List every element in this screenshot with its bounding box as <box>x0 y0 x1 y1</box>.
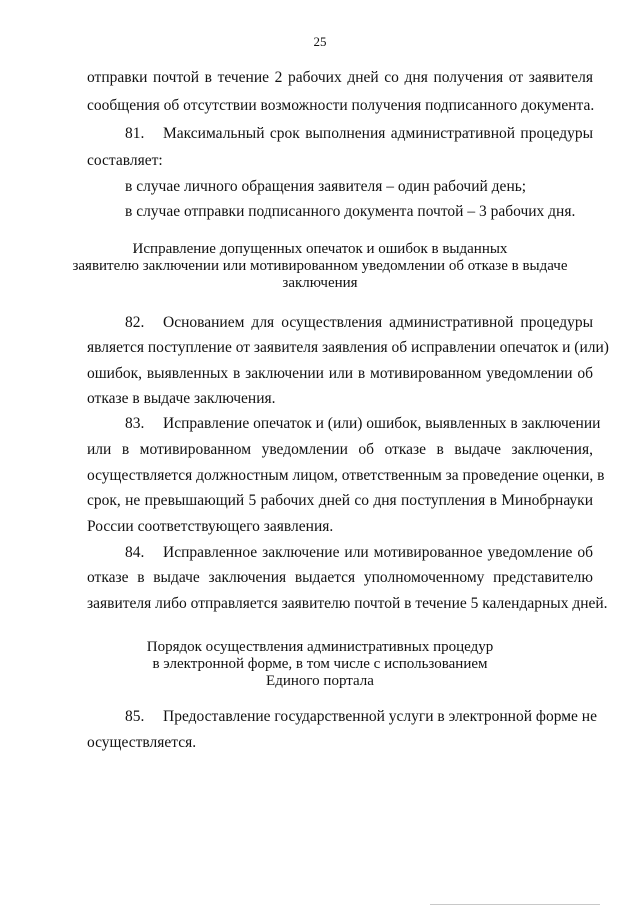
text-line: Основанием для осуществления административной процедуры <box>163 314 593 331</box>
text-line: отправки почтой в течение 2 рабочих дней со дня получения от заявителя <box>87 69 593 86</box>
section-heading-line: Порядок осуществления административных процедур <box>146 639 494 655</box>
paragraph-number: 83. <box>125 415 145 432</box>
paragraph-number: 85. <box>125 708 145 725</box>
text-line: Предоставление государственной услуги в электронной форме не <box>163 708 597 725</box>
text-line: сообщения об отсутствии возможности получения подписанного документа. <box>87 97 595 114</box>
paragraph-82-first-line <box>125 313 593 333</box>
text-line: Исправленное заключение или мотивированное уведомление об <box>163 544 593 561</box>
paragraph-84-first-line <box>125 543 593 563</box>
text-line: осуществляется должностным лицом, ответственным за проведение оценки, в <box>87 467 605 484</box>
section-heading-line: заключения <box>282 275 358 291</box>
page-number: 25 <box>313 34 327 49</box>
paragraph-number: 82. <box>125 314 145 331</box>
text-line: в случае отправки подписанного документа почтой – 3 рабочих дня. <box>125 203 576 220</box>
section-heading-line: Единого портала <box>266 673 374 689</box>
text-line: отказе в выдаче заключения выдается уполномоченному представителю <box>87 569 593 586</box>
paragraph-number: 81. <box>125 125 145 142</box>
text-line: срок, не превышающий 5 рабочих дней со дня поступления в Минобрнауки <box>87 492 593 509</box>
text-line: заявителя либо отправляется заявителю почтой в течение 5 календарных дней. <box>87 595 608 612</box>
text-line: Исправление опечаток и (или) ошибок, выявленных в заключении <box>163 415 601 432</box>
text-line: составляет: <box>87 152 163 169</box>
paragraph-81-first-line <box>125 124 593 144</box>
section-heading-line: в электронной форме, в том числе с использованием <box>152 656 488 672</box>
section-heading-line: Исправление допущенных опечаток и ошибок в выданных <box>132 241 508 257</box>
text-line: или в мотивированном уведомлении об отказе в выдаче заключения, <box>87 441 593 458</box>
section-heading-line: заявителю заключении или мотивированном уведомлении об отказе в выдаче <box>72 258 568 274</box>
text-line: России соответствующего заявления. <box>87 518 334 535</box>
text-line: в случае личного обращения заявителя – один рабочий день; <box>125 178 527 195</box>
paragraph-85-first-line <box>125 707 597 727</box>
text-line: осуществляется. <box>87 734 197 751</box>
text-line: является поступление от заявителя заявления об исправлении опечаток и (или) <box>87 339 609 356</box>
text-line: Максимальный срок выполнения административной процедуры <box>163 125 593 142</box>
paragraph-number: 84. <box>125 544 145 561</box>
text-line: ошибок, выявленных в заключении или в мотивированном уведомлении об <box>87 365 593 382</box>
text-line: отказе в выдаче заключения. <box>87 390 276 407</box>
paragraph-83-first-line <box>125 414 601 434</box>
